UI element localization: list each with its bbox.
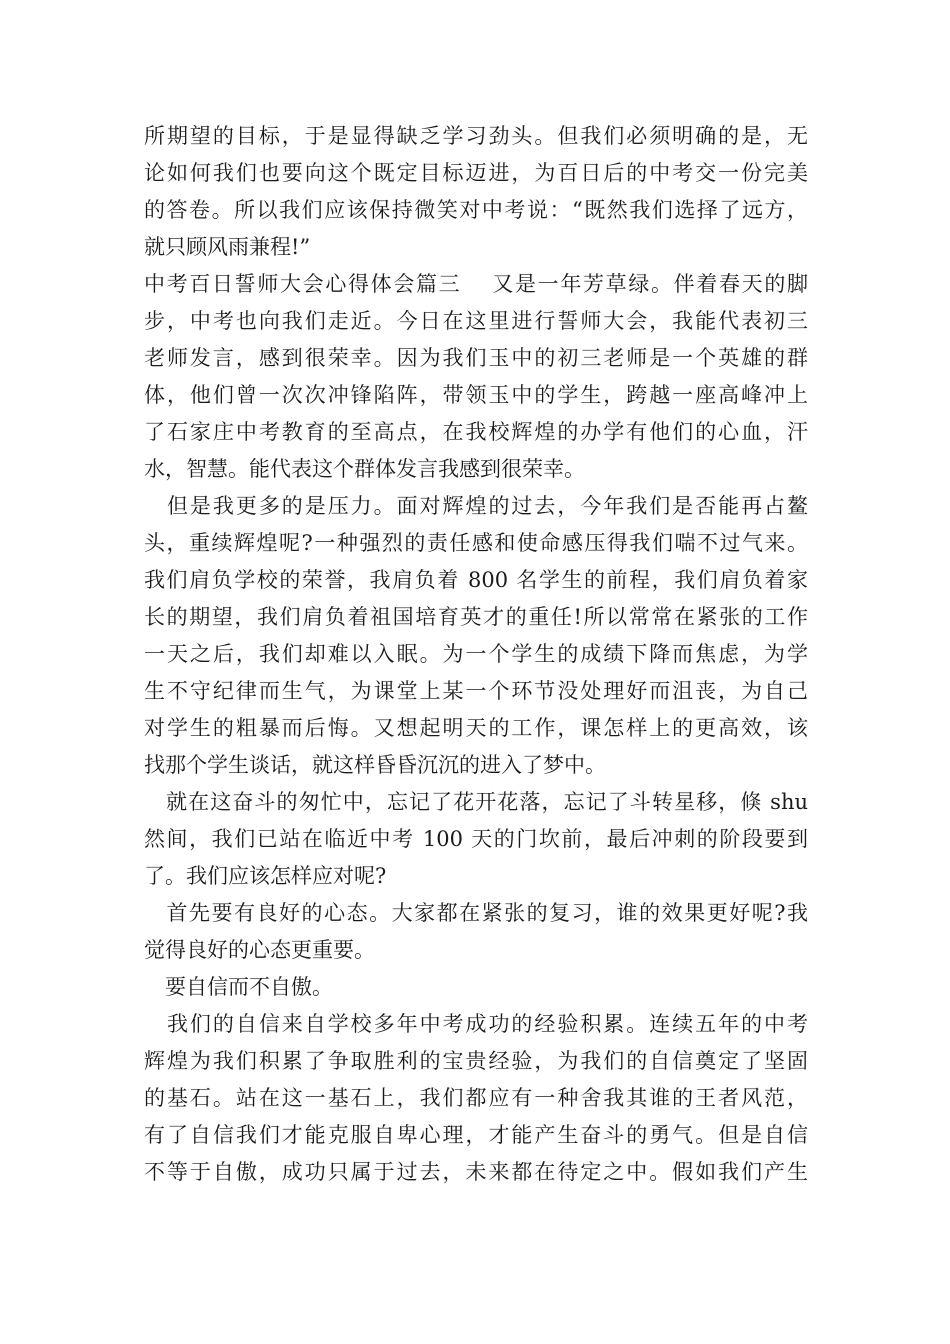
text-line: 辉煌为我们积累了争取胜利的宝贵经验，为我们的自信奠定了坚固 [144, 1049, 808, 1073]
text-line: 要自信而不自傲。 [144, 975, 333, 999]
text-line: 但是我更多的是压力。面对辉煌的过去，今年我们是否能再占鳌 [144, 494, 808, 518]
text-line: 中考百日誓师大会心得体会篇三 又是一年芳草绿。伴着春天的脚 [144, 272, 808, 296]
text-line: 论如何我们也要向这个既定目标迈进，为百日后的中考交一份完美 [144, 161, 808, 185]
text-line: 所期望的目标，于是显得缺乏学习劲头。但我们必须明确的是，无 [144, 124, 808, 148]
text-line: 首先要有良好的心态。大家都在紧张的复习，谁的效果更好呢?我 [144, 901, 808, 925]
text-line: 老师发言，感到很荣幸。因为我们玉中的初三老师是一个英雄的群 [144, 346, 808, 370]
text-line: 有了自信我们才能克服自卑心理，才能产生奋斗的勇气。但是自信 [144, 1123, 808, 1147]
text-line: 的答卷。所以我们应该保持微笑对中考说：“既然我们选择了远方， [144, 198, 808, 222]
text-line: 觉得良好的心态更重要。 [144, 938, 375, 962]
text-line: 体，他们曾一次次冲锋陷阵，带领玉中的学生，跨越一座高峰冲上 [144, 383, 808, 407]
text-line: 步，中考也向我们走近。今日在这里进行誓师大会，我能代表初三 [144, 309, 808, 333]
text-line: 水，智慧。能代表这个群体发言我感到很荣幸。 [144, 457, 585, 481]
text-line: 的基石。站在这一基石上，我们都应有一种舍我其谁的王者风范， [144, 1086, 808, 1110]
text-line: 我们的自信来自学校多年中考成功的经验积累。连续五年的中考 [144, 1012, 808, 1036]
text-line: 头，重续辉煌呢?一种强烈的责任感和使命感压得我们喘不过气来。 [144, 531, 808, 555]
body-text [144, 118, 808, 1191]
text-line: 了。我们应该怎样应对呢? [144, 864, 387, 888]
text-line: 了石家庄中考教育的至高点，在我校辉煌的办学有他们的心血，汗 [144, 420, 808, 444]
text-line: 不等于自傲，成功只属于过去，未来都在待定之中。假如我们产生 [144, 1160, 808, 1184]
text-line: 一天之后，我们却难以入眠。为一个学生的成绩下降而焦虑，为学 [144, 642, 808, 666]
text-line: 就只顾风雨兼程!” [144, 235, 311, 259]
text-line: 我们肩负学校的荣誉，我肩负着 800 名学生的前程，我们肩负着家 [144, 568, 808, 592]
text-line: 就在这奋斗的匆忙中，忘记了花开花落，忘记了斗转星移，倏 shu [144, 790, 808, 814]
text-line: 然间，我们已站在临近中考 100 天的门坎前，最后冲刺的阶段要到 [144, 827, 808, 851]
text-line: 长的期望，我们肩负着祖国培育英才的重任!所以常常在紧张的工作 [144, 605, 808, 629]
text-line: 生不守纪律而生气，为课堂上某一个环节没处理好而沮丧，为自己 [144, 679, 808, 703]
text-line: 找那个学生谈话，就这样昏昏沉沉的进入了梦中。 [144, 753, 606, 777]
text-line: 对学生的粗暴而后悔。又想起明天的工作，课怎样上的更高效，该 [144, 716, 808, 740]
